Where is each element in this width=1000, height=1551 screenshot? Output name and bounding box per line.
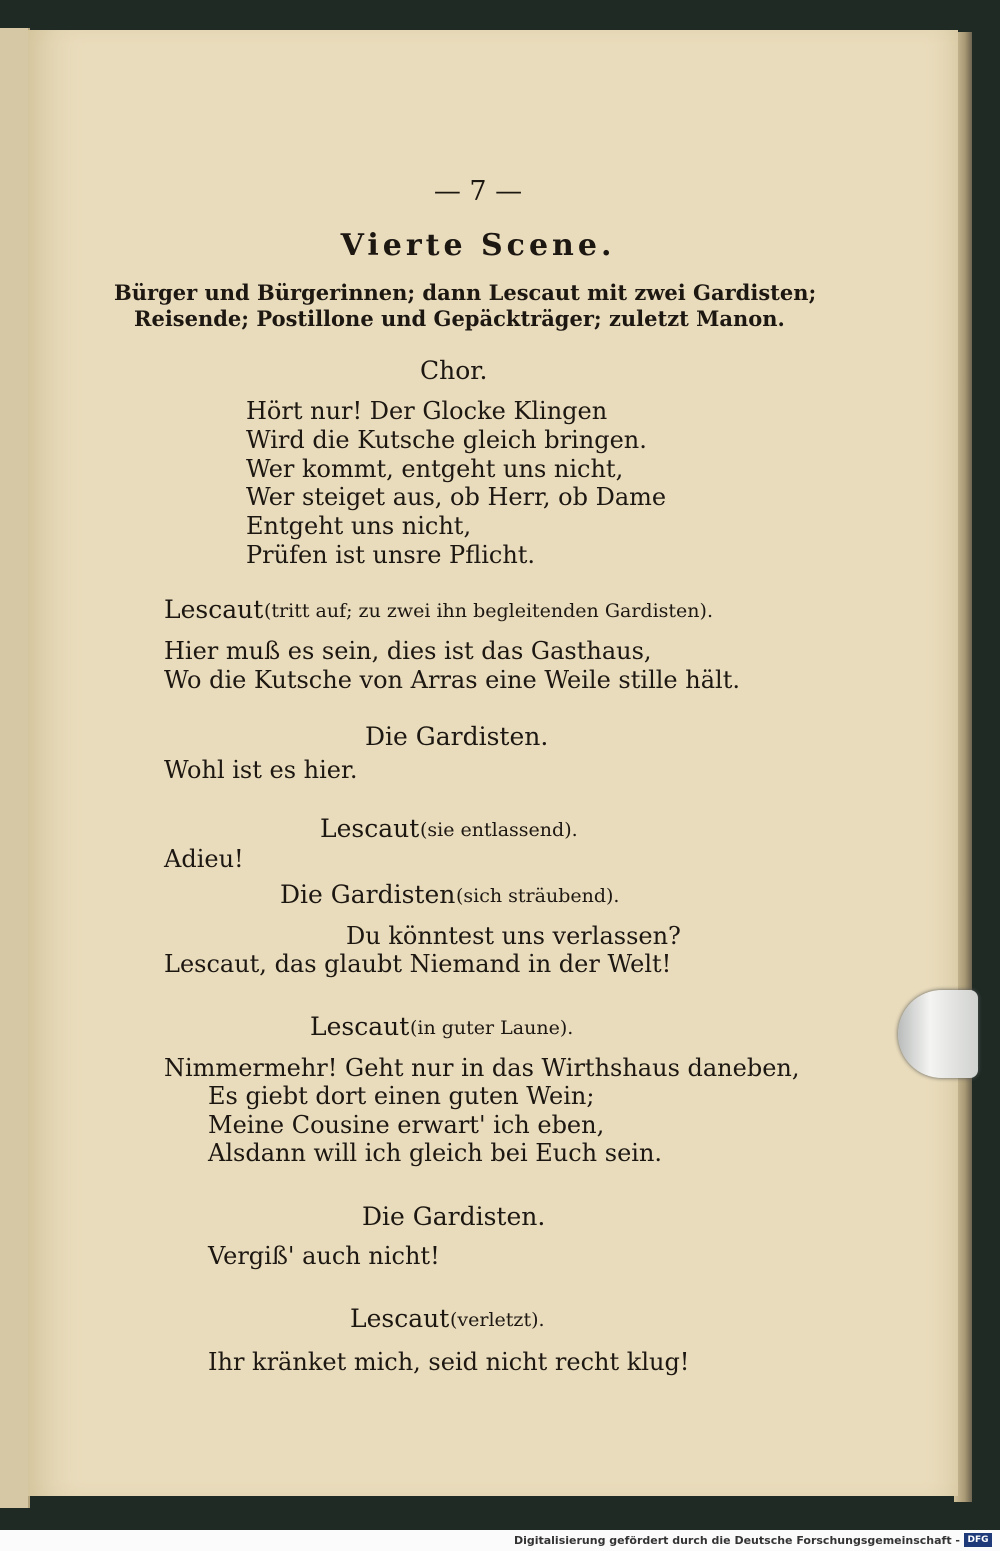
- speaker-lescaut: Lescaut: [320, 814, 420, 843]
- book-page: [28, 30, 958, 1496]
- verse-line: Lescaut, das glaubt Niemand in der Welt!: [164, 950, 672, 978]
- verse-line: Es giebt dort einen guten Wein;: [208, 1082, 595, 1110]
- speaker-gardisten: Die Gardisten: [280, 880, 456, 909]
- verse-line: Vergiß' auch nicht!: [208, 1242, 440, 1270]
- verse-line: Wer steiget aus, ob Herr, ob Dame: [246, 483, 667, 511]
- verse-line: Du könntest uns verlassen?: [346, 922, 681, 950]
- stage-direction: (sich sträubend).: [456, 885, 620, 907]
- footer-bar: [0, 1530, 1000, 1551]
- scene-description-line: Reisende; Postillone und Gepäckträger; zuletzt Manon.: [134, 306, 785, 331]
- stage-direction: (in guter Laune).: [410, 1017, 574, 1039]
- speaker-chor: Chor.: [420, 356, 488, 385]
- speaker-lescaut: Lescaut: [310, 1012, 410, 1041]
- stage-direction: (tritt auf; zu zwei ihn begleitenden Gardisten).: [264, 600, 713, 622]
- verse-line: Wohl ist es hier.: [164, 756, 358, 784]
- stage-direction: (sie entlassend).: [420, 819, 578, 841]
- speaker-gardisten: Die Gardisten.: [362, 1202, 546, 1231]
- verse-line: Ihr kränket mich, seid nicht recht klug!: [208, 1348, 690, 1376]
- verse-line: Adieu!: [164, 845, 244, 873]
- speaker-lescaut: Lescaut: [350, 1304, 450, 1333]
- verse-line: Wer kommt, entgeht uns nicht,: [246, 455, 624, 483]
- verse-line: Alsdann will ich gleich bei Euch sein.: [208, 1139, 663, 1167]
- verse-line: Wo die Kutsche von Arras eine Weile stille hält.: [164, 666, 740, 694]
- dfg-logo-icon: DFG: [964, 1533, 992, 1547]
- facing-page-edge: [0, 28, 30, 1508]
- speaker-gardisten: Die Gardisten.: [365, 722, 549, 751]
- stage-direction: (verletzt).: [450, 1309, 545, 1331]
- page-number: — 7 —: [433, 176, 523, 207]
- scene-title: Vierte Scene.: [340, 228, 616, 263]
- verse-line: Hier muß es sein, dies ist das Gasthaus,: [164, 637, 652, 665]
- verse-line: Wird die Kutsche gleich bringen.: [246, 426, 647, 454]
- speaker-lescaut: Lescaut: [164, 595, 264, 624]
- verse-line: Hört nur! Der Glocke Klingen: [246, 397, 608, 425]
- footer-credit: Digitalisierung gefördert durch die Deutsche Forschungsgemeinschaft -: [513, 1534, 960, 1547]
- verse-line: Entgeht uns nicht,: [246, 512, 472, 540]
- verse-line: Prüfen ist unsre Pflicht.: [246, 541, 536, 569]
- scene-description-line: Bürger und Bürgerinnen; dann Lescaut mit zwei Gardisten;: [114, 280, 817, 305]
- clip-tab: [898, 990, 978, 1078]
- verse-line: Nimmermehr! Geht nur in das Wirthshaus daneben,: [164, 1054, 800, 1082]
- verse-line: Meine Cousine erwart' ich eben,: [208, 1111, 605, 1139]
